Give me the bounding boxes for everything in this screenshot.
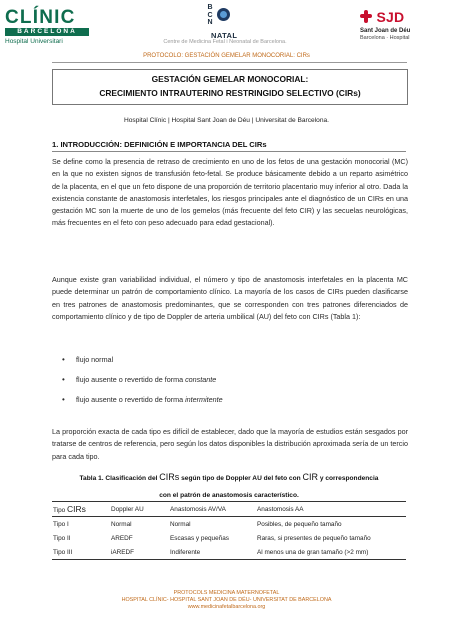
table-caption-part: según tipo de Doppler AU del feto con (179, 475, 303, 482)
bcn-logo-name: NATAL (211, 31, 238, 40)
paragraph-definition: Se define como la presencia de retraso de crecimiento en uno de los fetos de una gestación monocorial (MC) en la que no existen signos de transfusión feto-fetal. Se produce básicamente debido a un reparto asimétrico de la placenta, en el que un feto dispone de una proporción de territorio placentario muy inferior al otro. Dada la existencia constante de anastomosis interfetales, los riesgos principales ante el diagnóstico de un CIRs en una gestación MC son la muerte de uno de los gemelos (más frecuente del feto CIR) y las secuelas neurológicas, más frecuentes en el feto con peso adecuado para edad gestacional). (52, 157, 408, 228)
bullet-icon: • (62, 375, 65, 384)
table-header-cell: Doppler AU (110, 502, 169, 517)
table-cell: Normal (170, 520, 191, 528)
title-line1: GESTACIÓN GEMELAR MONOCORIAL: (151, 74, 309, 84)
table-cell: Indiferente (169, 545, 256, 560)
header-divider (52, 62, 407, 63)
table-caption-part: Tabla 1. Clasificación del (79, 475, 160, 482)
list-item (52, 355, 406, 375)
table-row (52, 517, 406, 532)
list-item (52, 395, 406, 415)
table-cell: Normal (111, 520, 132, 528)
bcn-letter-c: C (207, 11, 213, 19)
header-center-text: Centre de Medicina Fetal i Neonatal de Barcelona. (163, 39, 287, 45)
table-caption-part: CIRs (159, 472, 180, 482)
affiliation: Hospital Clínic | Hospital Sant Joan de Déu | Universitat de Barcelona. (123, 117, 329, 124)
table-caption-part: y correspondencia (318, 475, 379, 482)
bcn-letter-b: B (207, 4, 213, 11)
table-cell: Tipo III (52, 545, 110, 560)
bullet-icon: • (62, 355, 65, 364)
table-row (52, 531, 406, 545)
clinic-logo-name: CLÍNIC (5, 7, 76, 28)
table-caption (52, 469, 406, 504)
footer-line1: PROTOCOLS MEDICINA MATERNOFETAL (173, 590, 280, 596)
bcn-letters (206, 4, 214, 27)
classification-table (52, 501, 406, 560)
sjd-logo-sub2: Barcelona · Hospital (360, 35, 410, 41)
sjd-cross-icon (360, 10, 372, 23)
bcn-letter-n: N (207, 19, 213, 26)
table-caption-line2: con el patrón de anastomosis característico. (159, 492, 299, 499)
table-header-cell (52, 502, 110, 517)
table-row (52, 545, 406, 560)
list-item-italic: constante (185, 375, 217, 384)
table-cell: Tipo II (53, 534, 71, 542)
clinic-logo-sub: Hospital Universitari (5, 38, 63, 45)
clinic-logo (5, 8, 93, 46)
table-cell: AREDF (111, 534, 133, 542)
doppler-pattern-list (52, 355, 406, 415)
bcn-natal-logo (204, 4, 244, 40)
section-divider (52, 151, 406, 152)
table-cell: Posibles, de pequeño tamaño (257, 520, 342, 528)
list-item (52, 375, 406, 395)
bullet-icon: • (62, 395, 65, 404)
paragraph-variability: Aunque existe gran variabilidad individual, el número y tipo de anastomosis interfetales en la placenta MC puede determinar un patrón de comportamiento clínico. La mayoría de los casos de CIRs pueden clasificarse en tres patrones de anastomosis predominantes, que se corresponden con tres patrones diferenciados de comportamiento clínico y de tipo de Doppler de arteria umbilical (AU) del feto con CIRs (Tabla 1): (52, 275, 408, 321)
sjd-logo (360, 8, 450, 42)
sjd-logo-name: SJD (376, 8, 405, 25)
bcn-circle-icon (217, 8, 230, 21)
list-item-text: flujo normal (76, 355, 114, 364)
clinic-logo-bar: BARCELONA (5, 28, 89, 36)
footer-line2: HOSPITAL CLÍNIC- HOSPITAL SANT JOAN DE DÉU- UNIVERSITAT DE BARCELONA (121, 597, 332, 603)
section-heading: 1. INTRODUCCIÓN: DEFINICIÓN E IMPORTANCIA DEL CIRs (52, 140, 267, 149)
list-item-text: flujo ausente o revertido de forma (76, 375, 186, 384)
page-header (0, 0, 453, 52)
title-line2: CRECIMIENTO INTRAUTERINO RESTRINGIDO SELECTIVO (CIRs) (99, 88, 361, 98)
table-cell: Escasas y pequeñas (170, 534, 229, 542)
page-footer (0, 590, 453, 611)
list-item-text: flujo ausente o revertido de forma (76, 395, 186, 404)
table-header-cell: Anastomosis AA (256, 502, 406, 517)
table-header-cell: Anastomosis AV/VA (169, 502, 256, 517)
footer-website-link[interactable]: www.medicinafetalbarcelona.org (187, 604, 266, 610)
paragraph-distribution: La proporción exacta de cada tipo es difícil de establecer, dado que la mayoría de estudios están sesgados por tratarse de centros de referencia, pero según los datos disponibles la distribución aproximada sería de un tercio para cada tipo. (52, 427, 408, 461)
table-cell: Raras, si presentes de pequeño tamaño (257, 534, 371, 542)
table-header-text: CIRs (66, 504, 86, 514)
table-caption-part: CIR (302, 472, 318, 482)
list-item-italic: intermitente (185, 395, 223, 404)
table-cell: Al menos una de gran tamaño (>2 mm) (256, 545, 406, 560)
title-box (52, 69, 408, 105)
protocol-line: PROTOCOLO: GESTACIÓN GEMELAR MONOCORIAL: CIRs (143, 53, 310, 59)
table-header-text: Tipo (53, 507, 67, 514)
table-header-row (52, 502, 406, 517)
sjd-logo-sub1: Sant Joan de Déu (360, 28, 411, 34)
table-cell: Tipo I (53, 520, 69, 528)
table-cell: iAREDF (110, 545, 169, 560)
